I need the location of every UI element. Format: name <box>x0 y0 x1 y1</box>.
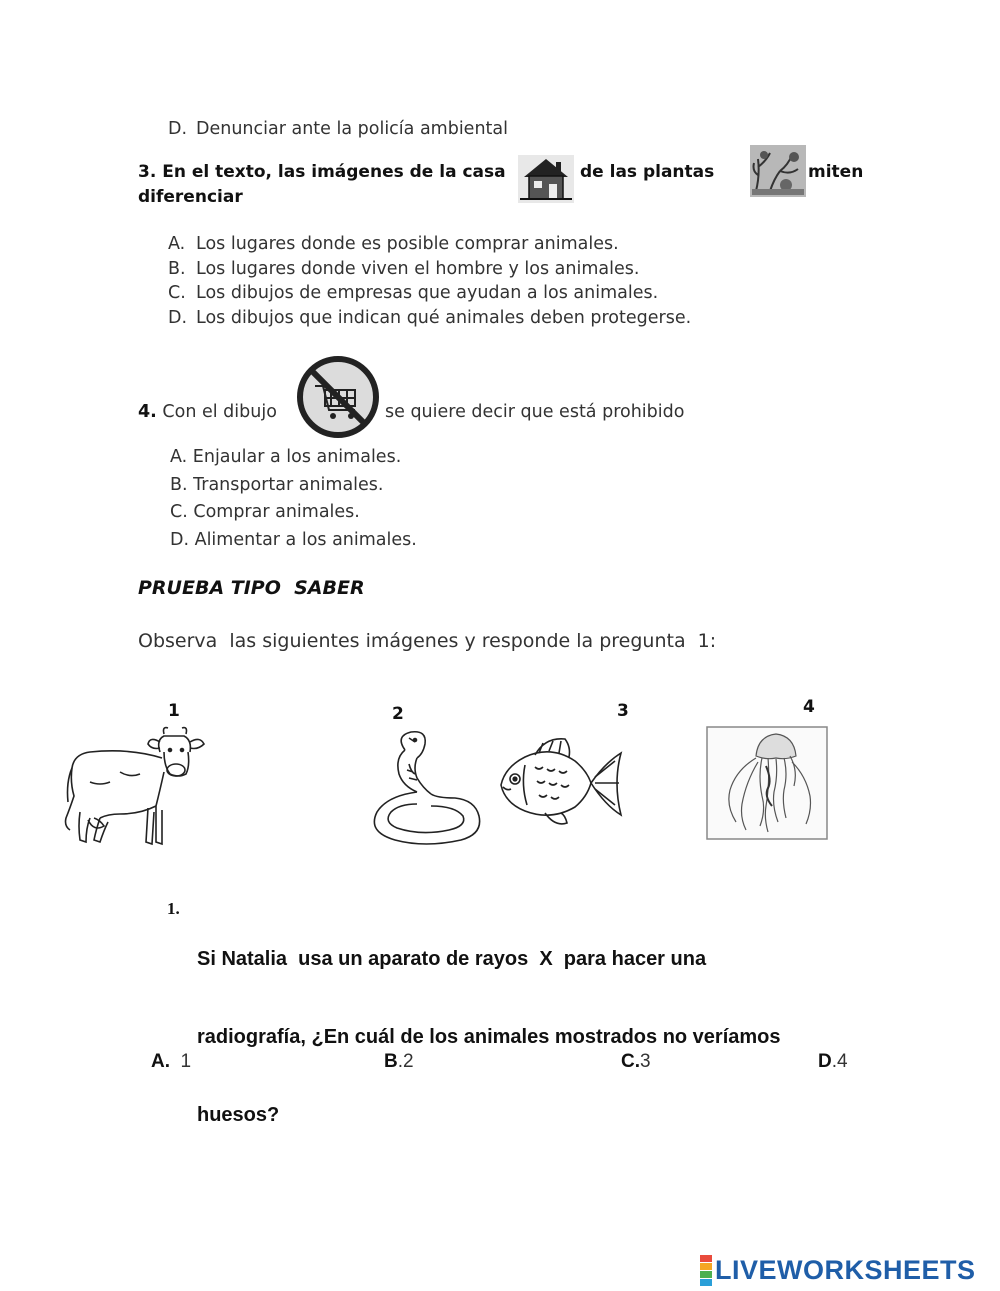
q4-option-a[interactable]: A. Enjaular a los animales. <box>170 447 402 467</box>
option-text: Los lugares donde es posible comprar animales. <box>196 234 619 254</box>
question1-number: 1. <box>167 899 180 918</box>
liveworksheets-logo <box>700 1255 976 1286</box>
q4-option-c[interactable]: C. Comprar animales. <box>170 502 360 522</box>
q3-text-part1: 3. En el texto, las imágenes de la casa <box>138 162 506 182</box>
question1-line: Si Natalia usa un aparato de rayos X para hacer una <box>197 948 707 970</box>
option-letter: B. <box>168 258 186 279</box>
q4-options <box>170 444 417 554</box>
prohibited-cart-icon <box>295 356 381 438</box>
answer-value: .2 <box>397 1051 414 1072</box>
image-label-3: 3 <box>617 701 629 721</box>
option-letter: D. <box>168 307 188 328</box>
answer-d[interactable] <box>818 1051 848 1073</box>
answer-value: .4 <box>831 1051 848 1072</box>
cobra-image <box>365 728 490 853</box>
q4-number: 4. <box>138 402 157 422</box>
q3-text-part2: de las plantas <box>580 162 715 182</box>
option-letter: A. <box>168 234 186 254</box>
intro-text: Observa las siguientes imágenes y responde la pregunta 1: <box>138 630 717 652</box>
section-title: PRUEBA TIPO SABER <box>138 577 365 599</box>
answer-value: 1 <box>170 1051 192 1072</box>
answer-letter: A. <box>151 1051 170 1072</box>
option-text: Los dibujos que indican qué animales deben protegerse. <box>196 307 692 328</box>
q4-option-d[interactable]: D. Alimentar a los animales. <box>170 529 417 550</box>
image-label-1: 1 <box>168 701 180 721</box>
image-label-2: 2 <box>392 704 404 724</box>
question1-line: huesos? <box>197 1104 280 1126</box>
answer-letter: D <box>818 1051 832 1072</box>
plants-icon <box>750 145 806 197</box>
q3-option-b[interactable] <box>168 257 691 282</box>
logo-block <box>700 1279 712 1286</box>
q3-option-a[interactable] <box>168 232 691 257</box>
answer-a[interactable] <box>151 1051 191 1073</box>
q4-line <box>138 402 277 422</box>
answer-letter: B <box>384 1051 398 1072</box>
option-text: Los lugares donde viven el hombre y los animales. <box>196 258 640 279</box>
q3-text-part4: diferenciar <box>138 187 243 207</box>
q3-option-c[interactable] <box>168 281 691 306</box>
option-text: Denunciar ante la policía ambiental <box>196 119 508 139</box>
house-icon <box>518 155 574 203</box>
option-text: Los dibujos de empresas que ayudan a los animales. <box>196 283 659 303</box>
jellyfish-image <box>706 726 828 840</box>
q3-text-part3: miten <box>808 162 864 182</box>
logo-block <box>700 1263 712 1270</box>
question1-text <box>197 894 781 1154</box>
question1-line: radiografía, ¿En cuál de los animales mostrados no veríamos <box>197 1026 781 1048</box>
answer-value: 3 <box>640 1051 651 1072</box>
prev-option-d <box>168 117 508 142</box>
q3-option-d[interactable] <box>168 306 691 331</box>
q3-options <box>168 232 691 330</box>
answer-letter: C. <box>621 1051 640 1072</box>
logo-mark <box>700 1255 712 1286</box>
logo-block <box>700 1255 712 1262</box>
logo-block <box>700 1271 712 1278</box>
fish-image <box>495 733 625 833</box>
option-letter: D. <box>168 119 188 139</box>
cow-image <box>60 722 210 852</box>
option-letter: C. <box>168 283 186 303</box>
answer-c[interactable] <box>621 1051 651 1073</box>
answer-b[interactable] <box>384 1051 414 1073</box>
q4-option-b[interactable]: B. Transportar animales. <box>170 474 384 495</box>
image-label-4: 4 <box>803 697 815 717</box>
brand-name: LIVEWORKSHEETS <box>715 1255 976 1285</box>
q4-text-before: Con el dibujo <box>162 402 277 422</box>
q4-text-after: se quiere decir que está prohibido <box>385 402 685 422</box>
